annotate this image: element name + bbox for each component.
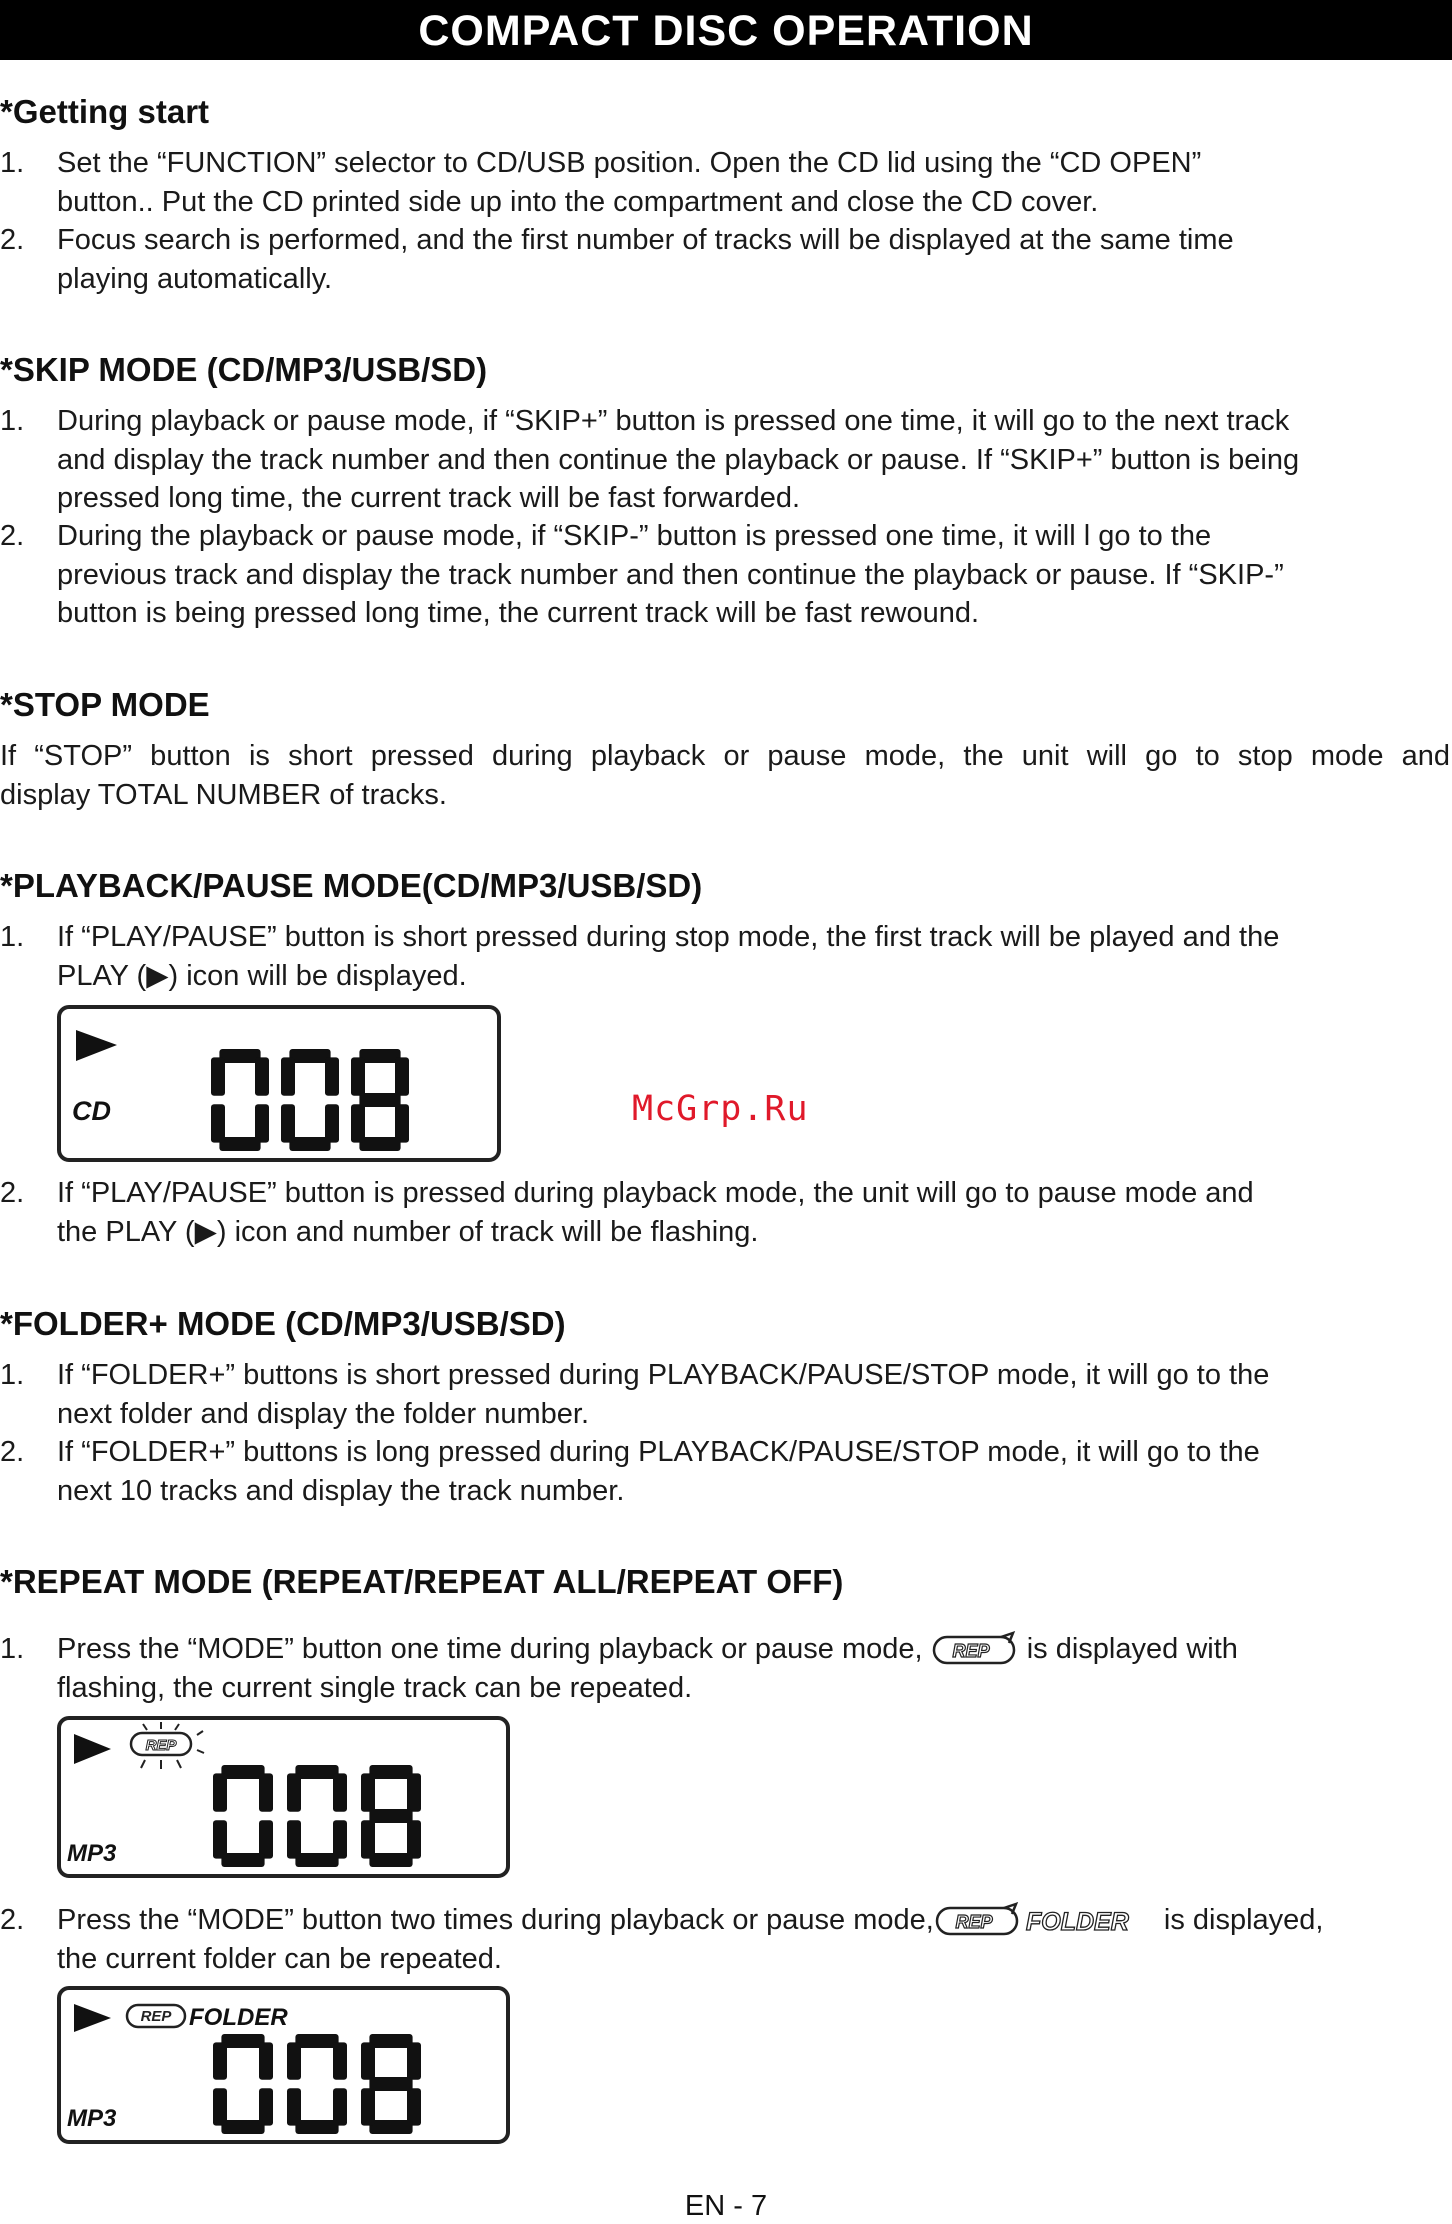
item-number: 1.: [0, 1359, 25, 1391]
lcd-digit-segment: [289, 1049, 330, 1063]
item-text-line: playing automatically.: [57, 262, 333, 295]
page-number: EN - 7: [684, 2190, 768, 2222]
lcd-display-cd: [57, 1005, 501, 1162]
item-number: 2.: [0, 1177, 25, 1209]
lcd-digit-segment: [325, 1057, 339, 1095]
item-text: is displayed with: [1026, 1633, 1238, 1665]
lcd-digit-segment: [407, 1820, 421, 1858]
item-text-line: If “FOLDER+” buttons is short pressed during PLAYBACK/PAUSE/STOP mode, it will go to the: [57, 1359, 1270, 1391]
lcd-source-label: MP3: [67, 1840, 117, 1867]
lcd-digit-segment: [325, 1104, 339, 1142]
lcd-digit-segment: [361, 2042, 375, 2079]
item-number: 1.: [0, 147, 25, 179]
section-title-stop-mode: *STOP MODE: [0, 686, 210, 723]
lcd-digit-segment: [259, 1773, 273, 1811]
lcd-digit-segment: [281, 1057, 295, 1095]
repeat-folder-icon: [934, 1902, 1156, 1940]
item-text: Press the “MODE” button one time during playback or pause mode,: [57, 1633, 923, 1665]
paragraph-line: display TOTAL NUMBER of tracks.: [0, 778, 447, 811]
lcd-graphic: [61, 1990, 510, 2144]
item-text-line: During the playback or pause mode, if “SKIP-” button is pressed one time, it will l go to the: [57, 520, 1212, 552]
lcd-digit-segment: [281, 1104, 295, 1142]
lcd-digit-segment: [255, 1104, 269, 1142]
stop-mode-paragraph: [0, 737, 1452, 814]
lcd-digit-segment: [359, 1137, 400, 1151]
item-text: Press the “MODE” button two times during playback or pause mode,: [57, 1904, 934, 1936]
section-title-folder-mode: *FOLDER+ MODE (CD/MP3/USB/SD): [0, 1305, 566, 1342]
item-text-line: If “PLAY/PAUSE” button is pressed during playback mode, the unit will go to pause mode and: [57, 1177, 1254, 1209]
item-text-line: the current folder can be repeated.: [57, 1943, 502, 1976]
lcd-digit-segment: [359, 1049, 400, 1063]
lcd-digit-segment: [287, 2088, 301, 2125]
play-icon: [76, 1030, 117, 1061]
item-text-line: next folder and display the folder number.: [57, 1397, 589, 1430]
lcd-digit-segment: [407, 2042, 421, 2079]
lcd-digits: [213, 1765, 421, 1867]
lcd-digit-segment: [213, 1773, 227, 1811]
paragraph-line: If “STOP” button is short pressed during playback or pause mode, the unit will go to stop mode and: [0, 740, 1450, 772]
lcd-digit-segment: [369, 2077, 412, 2091]
item-text-line: button.. Put the CD printed side up into the compartment and close the CD cover.: [57, 185, 1099, 218]
lcd-digits: [211, 1049, 409, 1151]
rep-icon-label: REP: [145, 1737, 177, 1754]
lcd-digit-segment: [333, 2088, 347, 2125]
lcd-digit-segment: [221, 2034, 264, 2048]
lcd-digit-segment: [287, 1820, 301, 1858]
lcd-digit-segment: [221, 2120, 264, 2134]
rep-icon-label: REP: [140, 2008, 172, 2025]
repeat-icon: [931, 1631, 1019, 1669]
lcd-digit-segment: [255, 1057, 269, 1095]
lcd-digit-segment: [351, 1104, 365, 1142]
item-number: 1.: [0, 921, 25, 953]
lcd-digit-segment: [295, 2120, 338, 2134]
lcd-digit-segment: [221, 1765, 264, 1779]
lcd-digit-segment: [289, 1137, 330, 1151]
lcd-digit-segment: [395, 1057, 409, 1095]
item-text-line: the PLAY (▶) icon and number of track will be flashing.: [57, 1215, 759, 1248]
lcd-digit-segment: [219, 1137, 260, 1151]
lcd-digit-segment: [259, 2088, 273, 2125]
lcd-source-label: MP3: [67, 2105, 117, 2132]
item-number: 1.: [0, 405, 25, 437]
lcd-digit-segment: [351, 1057, 365, 1095]
item-text-line: previous track and display the track number and then continue the playback or pause. If “SKIP-”: [57, 558, 1284, 591]
lcd-digit-segment: [213, 2042, 227, 2079]
rep-icon-label: REP: [952, 1641, 990, 1662]
lcd-digit-segment: [333, 1820, 347, 1858]
item-text-line: Set the “FUNCTION” selector to CD/USB position. Open the CD lid using the “CD OPEN”: [57, 147, 1202, 179]
lcd-digit-segment: [369, 1853, 412, 1867]
section-title-getting-start: *Getting start: [0, 93, 210, 130]
lcd-digit-segment: [213, 1820, 227, 1858]
lcd-digit-segment: [213, 2088, 227, 2125]
lcd-digit-segment: [395, 1104, 409, 1142]
lcd-digit-segment: [407, 2088, 421, 2125]
lcd-digit-segment: [211, 1057, 225, 1095]
folder-icon-label: FOLDER: [1025, 1908, 1129, 1937]
page-title: COMPACT DISC OPERATION: [0, 0, 1452, 60]
lcd-display-repeat-folder: [57, 1986, 510, 2144]
section-title-playback-mode: *PLAYBACK/PAUSE MODE(CD/MP3/USB/SD): [0, 867, 703, 904]
lcd-digits: [213, 2034, 421, 2134]
item-text-line: button is being pressed long time, the current track will be fast rewound.: [57, 597, 980, 629]
lcd-digit-segment: [259, 2042, 273, 2079]
lcd-digit-segment: [333, 2042, 347, 2079]
lcd-digit-segment: [359, 1093, 400, 1107]
lcd-digit-segment: [287, 2042, 301, 2079]
lcd-source-label: CD: [72, 1096, 111, 1126]
item-text-line: If “FOLDER+” buttons is long pressed during PLAYBACK/PAUSE/STOP mode, it will go to the: [57, 1436, 1260, 1468]
lcd-digit-segment: [259, 1820, 273, 1858]
rep-icon-label: REP: [955, 1912, 993, 1933]
item-text-line: During playback or pause mode, if “SKIP+” button is pressed one time, it will go to the next track: [57, 405, 1290, 437]
lcd-digit-segment: [361, 1773, 375, 1811]
lcd-graphic: [61, 1009, 501, 1162]
folder-icon-label: FOLDER: [189, 2004, 288, 2031]
lcd-digit-segment: [211, 1104, 225, 1142]
rep-flash-icon: [131, 1722, 204, 1769]
item-text-line: PLAY (▶) icon will be displayed.: [57, 959, 467, 992]
play-icon: [74, 1734, 111, 1764]
rep-icon: [127, 2005, 185, 2027]
item-text: is displayed,: [1163, 1904, 1324, 1936]
lcd-digit-segment: [287, 1773, 301, 1811]
item-number: 1.: [0, 1633, 25, 1665]
section-title-skip-mode: *SKIP MODE (CD/MP3/USB/SD): [0, 351, 488, 388]
item-number: 2.: [0, 520, 25, 552]
lcd-digit-segment: [369, 2120, 412, 2134]
item-text-line: [57, 1630, 1452, 1669]
lcd-digit-segment: [361, 2088, 375, 2125]
item-text-line: [57, 1901, 1452, 1940]
lcd-digit-segment: [369, 1765, 412, 1779]
item-number: 2.: [0, 1904, 25, 1936]
watermark: McGrp.Ru: [632, 1089, 809, 1129]
lcd-digit-segment: [219, 1049, 260, 1063]
item-text-line: next 10 tracks and display the track number.: [57, 1474, 625, 1507]
item-text-line: and display the track number and then continue the playback or pause. If “SKIP+” button is being: [57, 443, 1300, 476]
lcd-display-repeat: [57, 1716, 510, 1878]
lcd-digit-segment: [333, 1773, 347, 1811]
play-icon: [74, 2004, 111, 2032]
lcd-digit-segment: [295, 1765, 338, 1779]
item-text-line: flashing, the current single track can be repeated.: [57, 1672, 693, 1705]
lcd-digit-segment: [369, 1809, 412, 1823]
lcd-graphic: [61, 1720, 510, 1878]
lcd-digit-segment: [361, 1820, 375, 1858]
lcd-digit-segment: [369, 2034, 412, 2048]
lcd-digit-segment: [221, 1853, 264, 1867]
lcd-digit-segment: [407, 1773, 421, 1811]
item-number: 2.: [0, 1436, 25, 1468]
item-text-line: pressed long time, the current track will be fast forwarded.: [57, 482, 801, 514]
item-text-line: If “PLAY/PAUSE” button is short pressed during stop mode, the first track will be played and the: [57, 921, 1280, 953]
lcd-digit-segment: [295, 1853, 338, 1867]
item-text-line: Focus search is performed, and the first number of tracks will be displayed at the same time: [57, 224, 1234, 256]
item-number: 2.: [0, 224, 25, 256]
section-title-repeat-mode: *REPEAT MODE (REPEAT/REPEAT ALL/REPEAT OFF): [0, 1563, 844, 1600]
lcd-digit-segment: [295, 2034, 338, 2048]
